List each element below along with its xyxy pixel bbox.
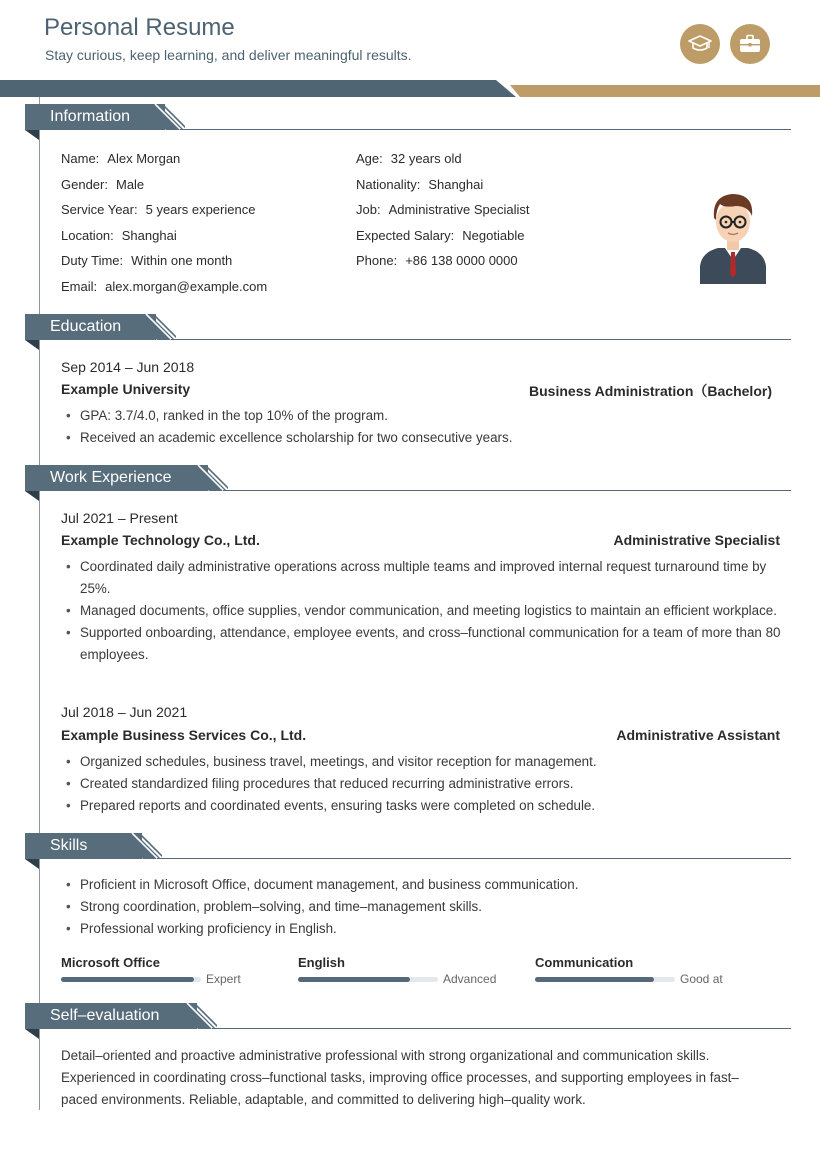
info-phone[interactable]: Phone: +86 138 0000 0000: [356, 253, 518, 268]
list-item: • Organized schedules, business travel, meetings, and visitor reception for management.: [61, 751, 781, 773]
job-role: Administrative Assistant: [616, 727, 780, 743]
skill-bar: [298, 977, 438, 982]
section-skills: [25, 833, 791, 859]
list-item: • Created standardized filing procedures that reduced recurring administrative errors.: [61, 773, 781, 795]
skill-communication: Communication Good at: [535, 955, 723, 986]
skill-bar: [535, 977, 675, 982]
skill-microsoft-office: Microsoft Office Expert: [61, 955, 241, 986]
list-item: • Managed documents, office supplies, vendor communication, and meeting logistics to maintain an efficient workplace.: [61, 600, 781, 622]
education-degree: Business Administration（Bachelor): [529, 383, 772, 399]
graduation-cap-icon: [680, 24, 720, 64]
list-item: • Prepared reports and coordinated events, ensuring tasks were completed on schedule.: [61, 795, 781, 817]
info-location: Location: Shanghai: [61, 228, 177, 243]
job-date: Jul 2021 – Present: [61, 510, 178, 526]
education-school: Example University: [61, 381, 191, 397]
self-evaluation-text: Detail–oriented and proactive administrative professional with strong organizational and communication skills. Experienced in coordinating cross–functional tasks, improving office processes, and supporting employees in fast–paced environments. Reliable, adaptable, and committed to delivering high–quality work.: [61, 1048, 739, 1107]
list-item: • Professional working proficiency in English.: [61, 918, 781, 940]
section-self-evaluation: [25, 1003, 791, 1029]
section-heading: Education: [25, 314, 156, 340]
info-email[interactable]: Email: alex.morgan@example.com: [61, 279, 268, 294]
info-job: Job: Administrative Specialist: [356, 202, 530, 217]
skill-english: English Advanced: [298, 955, 497, 986]
education-date: Sep 2014 – Jun 2018: [61, 359, 195, 375]
job-bullets: [61, 556, 781, 666]
list-item: • Received an academic excellence scholarship for two consecutive years.: [61, 427, 781, 449]
section-education: [25, 314, 791, 340]
job-bullets: [61, 751, 781, 817]
info-age: Age: 32 years old: [356, 151, 462, 166]
header-band-gold: [510, 85, 820, 97]
page-subtitle: Stay curious, keep learning, and deliver meaningful results.: [45, 47, 412, 63]
list-item: • Coordinated daily administrative operations across multiple teams and improved internal request turnaround time by 25%.: [61, 556, 781, 600]
info-duty-time: Duty Time: Within one month: [61, 253, 233, 268]
job-company: Example Technology Co., Ltd.: [61, 532, 260, 548]
section-information: [25, 104, 791, 130]
job-company: Example Business Services Co., Ltd.: [61, 727, 307, 743]
section-heading: Work Experience: [25, 465, 208, 491]
education-bullets: [61, 405, 781, 449]
info-service-year: Service Year: 5 years experience: [61, 202, 256, 217]
page-title: Personal Resume: [44, 14, 235, 41]
briefcase-icon: [730, 24, 770, 64]
info-gender: Gender: Male: [61, 177, 145, 192]
heading-stripes: [183, 465, 228, 491]
list-item: • Proficient in Microsoft Office, document management, and business communication.: [61, 874, 781, 896]
info-nationality: Nationality: Shanghai: [356, 177, 484, 192]
section-heading: Information: [25, 104, 165, 130]
section-heading: Skills: [25, 833, 142, 859]
section-heading: Self–evaluation: [25, 1003, 197, 1029]
job-date: Jul 2018 – Jun 2021: [61, 704, 188, 720]
info-expected-salary: Expected Salary: Negotiable: [356, 228, 525, 243]
list-item: • Strong coordination, problem–solving, and time–management skills.: [61, 896, 781, 918]
section-work-experience: [25, 465, 791, 491]
skill-bar: [61, 977, 201, 982]
avatar: [698, 188, 768, 284]
heading-stripes: [117, 833, 162, 859]
job-role: Administrative Specialist: [613, 532, 780, 548]
heading-stripes: [140, 104, 185, 130]
timeline-line: [39, 97, 40, 1110]
list-item: • GPA: 3.7/4.0, ranked in the top 10% of the program.: [61, 405, 781, 427]
skills-bullets: [61, 874, 781, 940]
heading-stripes: [131, 314, 176, 340]
info-name: Name: Alex Morgan: [61, 151, 181, 166]
list-item: • Supported onboarding, attendance, employee events, and cross–functional communication for a team of more than 80 employees.: [61, 622, 781, 666]
heading-stripes: [172, 1003, 217, 1029]
header-band-blue: [0, 80, 516, 97]
